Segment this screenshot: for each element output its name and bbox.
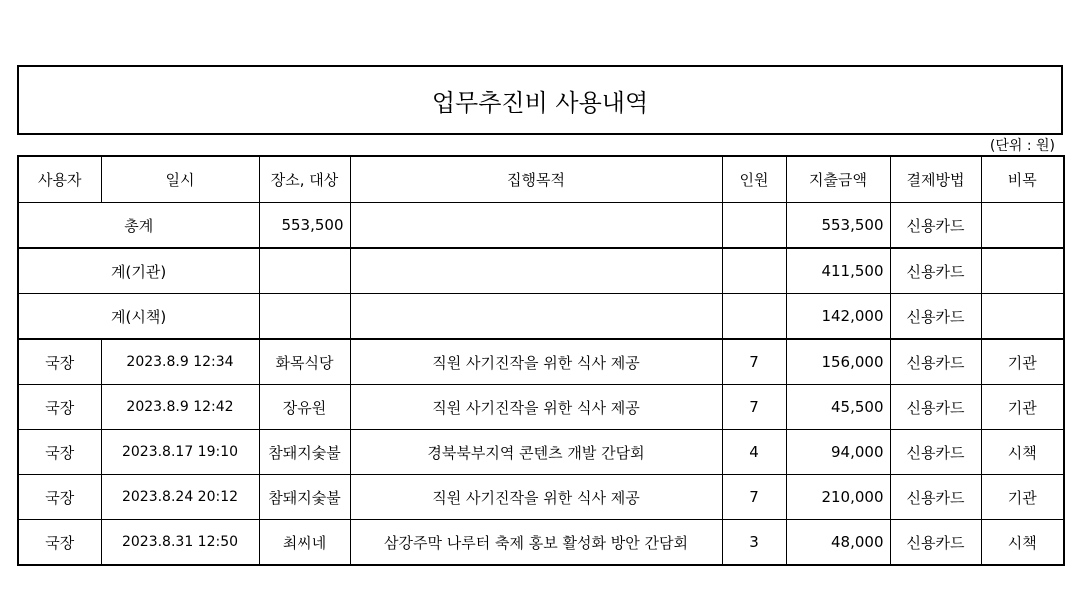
subtotal-method: 신용카드 xyxy=(890,248,981,294)
row-people: 3 xyxy=(722,520,786,566)
total-row xyxy=(18,203,1064,249)
row-method: 신용카드 xyxy=(890,385,981,430)
total-label: 총계 xyxy=(18,203,259,249)
row-user: 국장 xyxy=(18,339,101,385)
subtotal-place-empty xyxy=(259,294,350,340)
subtotal-label: 계(기관) xyxy=(18,248,259,294)
subtotal-category-empty xyxy=(981,294,1064,340)
row-amount: 210,000 xyxy=(786,475,890,520)
table-row xyxy=(18,339,1064,385)
row-category: 시책 xyxy=(981,430,1064,475)
row-people: 7 xyxy=(722,475,786,520)
table-row xyxy=(18,430,1064,475)
row-purpose: 직원 사기진작을 위한 식사 제공 xyxy=(350,385,722,430)
row-people: 7 xyxy=(722,385,786,430)
row-datetime: 2023.8.31 12:50 xyxy=(101,520,259,566)
header-method: 결제방법 xyxy=(890,156,981,203)
row-datetime: 2023.8.17 19:10 xyxy=(101,430,259,475)
row-place: 장유원 xyxy=(259,385,350,430)
subtotal-purpose-empty xyxy=(350,294,722,340)
subtotal-row-policy xyxy=(18,294,1064,340)
row-method: 신용카드 xyxy=(890,475,981,520)
total-place-amount: 553,500 xyxy=(259,203,350,249)
row-method: 신용카드 xyxy=(890,520,981,566)
subtotal-amount: 142,000 xyxy=(786,294,890,340)
total-category-empty xyxy=(981,203,1064,249)
expense-table xyxy=(17,155,1065,566)
subtotal-amount: 411,500 xyxy=(786,248,890,294)
table-row xyxy=(18,475,1064,520)
subtotal-people-empty xyxy=(722,248,786,294)
row-datetime: 2023.8.9 12:42 xyxy=(101,385,259,430)
row-method: 신용카드 xyxy=(890,430,981,475)
row-amount: 45,500 xyxy=(786,385,890,430)
row-purpose: 직원 사기진작을 위한 식사 제공 xyxy=(350,339,722,385)
row-purpose: 삼강주막 나루터 축제 홍보 활성화 방안 간담회 xyxy=(350,520,722,566)
row-method: 신용카드 xyxy=(890,339,981,385)
table-row xyxy=(18,385,1064,430)
table-row xyxy=(18,520,1064,566)
row-category: 기관 xyxy=(981,385,1064,430)
row-category: 기관 xyxy=(981,475,1064,520)
row-place: 참돼지숯불 xyxy=(259,475,350,520)
total-amount: 553,500 xyxy=(786,203,890,249)
row-datetime: 2023.8.9 12:34 xyxy=(101,339,259,385)
row-amount: 156,000 xyxy=(786,339,890,385)
total-people-empty xyxy=(722,203,786,249)
unit-label: (단위 : 원) xyxy=(989,138,1055,154)
row-datetime: 2023.8.24 20:12 xyxy=(101,475,259,520)
row-place: 참돼지숯불 xyxy=(259,430,350,475)
header-user: 사용자 xyxy=(18,156,101,203)
subtotal-place-empty xyxy=(259,248,350,294)
subtotal-method: 신용카드 xyxy=(890,294,981,340)
row-user: 국장 xyxy=(18,475,101,520)
row-category: 시책 xyxy=(981,520,1064,566)
subtotal-label: 계(시책) xyxy=(18,294,259,340)
row-amount: 48,000 xyxy=(786,520,890,566)
header-purpose: 집행목적 xyxy=(350,156,722,203)
header-row xyxy=(18,156,1064,203)
row-user: 국장 xyxy=(18,520,101,566)
row-amount: 94,000 xyxy=(786,430,890,475)
subtotal-purpose-empty xyxy=(350,248,722,294)
header-place: 장소, 대상 xyxy=(259,156,350,203)
row-user: 국장 xyxy=(18,385,101,430)
subtotal-row-agency xyxy=(18,248,1064,294)
row-purpose: 경북북부지역 콘텐츠 개발 간담회 xyxy=(350,430,722,475)
row-place: 화목식당 xyxy=(259,339,350,385)
report-title: 업무추진비 사용내역 xyxy=(17,65,1063,135)
row-category: 기관 xyxy=(981,339,1064,385)
subtotal-people-empty xyxy=(722,294,786,340)
row-people: 4 xyxy=(722,430,786,475)
row-people: 7 xyxy=(722,339,786,385)
row-user: 국장 xyxy=(18,430,101,475)
subtotal-category-empty xyxy=(981,248,1064,294)
header-people: 인원 xyxy=(722,156,786,203)
header-datetime: 일시 xyxy=(101,156,259,203)
header-amount: 지출금액 xyxy=(786,156,890,203)
row-place: 최씨네 xyxy=(259,520,350,566)
total-method: 신용카드 xyxy=(890,203,981,249)
header-category: 비목 xyxy=(981,156,1064,203)
row-purpose: 직원 사기진작을 위한 식사 제공 xyxy=(350,475,722,520)
total-purpose-empty xyxy=(350,203,722,249)
